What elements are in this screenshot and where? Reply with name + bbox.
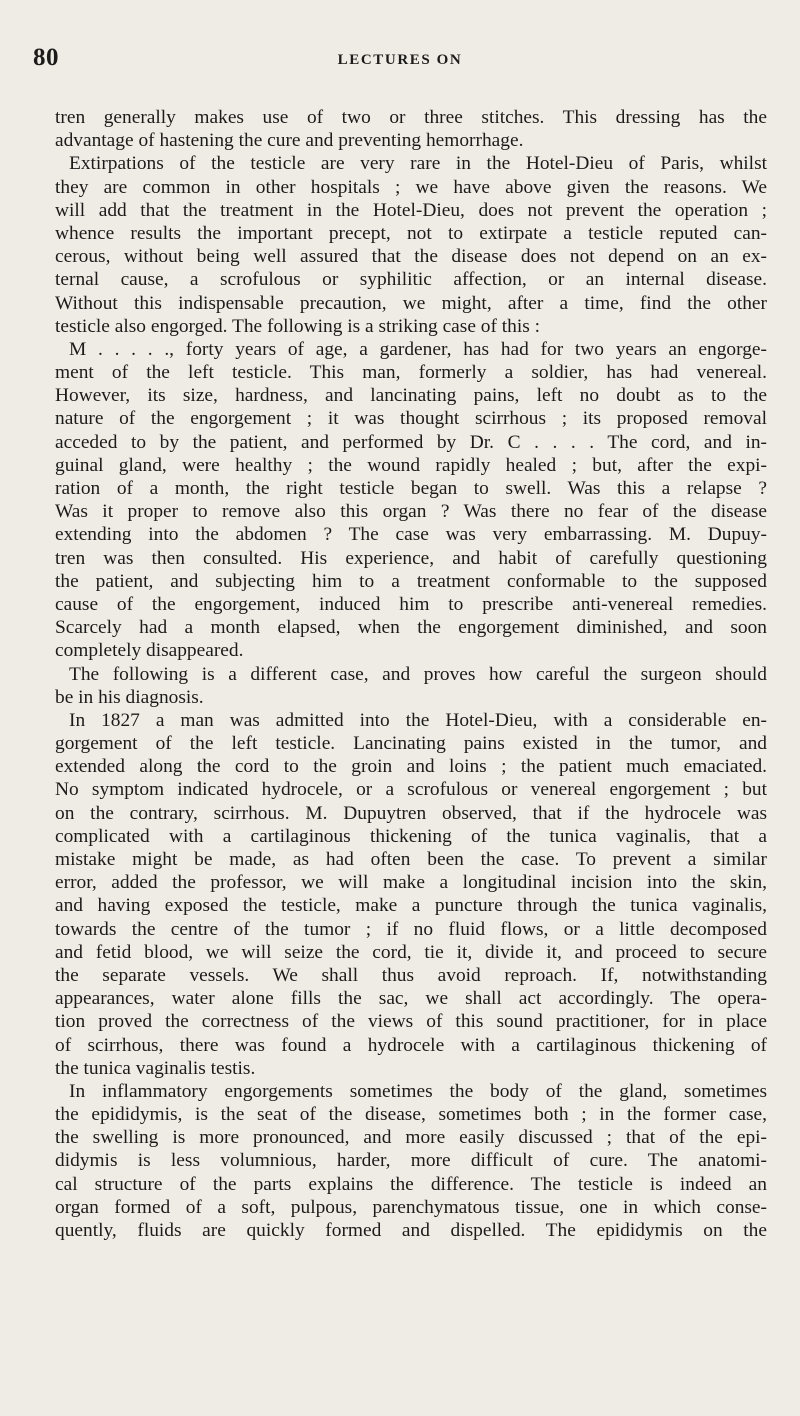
text-line: testicle also engorged. The following is a striking case of this : (55, 315, 541, 337)
text-line: error, added the professor, we will make a longitudinal incision into the skin, (55, 872, 767, 894)
text-line: appearances, water alone fills the sac, we shall act accordingly. The opera- (55, 988, 767, 1010)
text-line: the separate vessels. We shall thus avoid reproach. If, notwithstanding (55, 964, 767, 986)
text-line: ration of a month, the right testicle began to swell. Was this a relapse ? (55, 478, 767, 499)
text-line: cause of the engorgement, induced him to prescribe anti-venereal remedies. (55, 593, 767, 615)
text-line: Without this indispensable precaution, we might, after a time, find the other (55, 292, 767, 314)
running-head: LECTURES ON (337, 52, 463, 68)
text-line: tion proved the correctness of the views of this sound practitioner, for in place (55, 1011, 767, 1033)
text-line: whence results the important precept, not to extirpate a testicle reputed can- (55, 222, 767, 244)
text-line: and fetid blood, we will seize the cord, tie it, divide it, and proceed to secure (55, 941, 767, 963)
text-line: towards the centre of the tumor ; if no fluid flows, or a little decomposed (55, 918, 767, 940)
text-line: In 1827 a man was admitted into the Hotel-Dieu, with a considerable en- (69, 709, 767, 731)
text-line: In inflammatory engorgements sometimes the body of the gland, sometimes (69, 1080, 767, 1102)
text-line: the swelling is more pronounced, and more easily discussed ; that of the epi- (55, 1127, 767, 1149)
text-line: on the contrary, scirrhous. M. Dupuytren observed, that if the hydrocele was (55, 802, 767, 824)
text-line: extended along the cord to the groin and loins ; the patient much emaciated. (55, 756, 767, 778)
text-line: tren generally makes use of two or three stitches. This dressing has the (55, 107, 767, 128)
text-line: they are common in other hospitals ; we have above given the reasons. We (55, 176, 767, 198)
text-line: organ formed of a soft, pulpous, parenchymatous tissue, one in which conse- (55, 1196, 767, 1218)
text-line: complicated with a cartilaginous thickening of the tunica vaginalis, that a (55, 825, 767, 847)
text-line: Extirpations of the testicle are very rare in the Hotel-Dieu of Paris, whilst (69, 153, 767, 175)
text-line: However, its size, hardness, and lancinating pains, left no doubt as to the (55, 385, 767, 407)
text-line: and having exposed the testicle, make a puncture through the tunica vaginalis, (55, 895, 767, 917)
text-line: completely disappeared. (55, 640, 244, 662)
text-line: the patient, and subjecting him to a treatment conformable to the supposed (55, 570, 767, 592)
text-line: Was it proper to remove also this organ ? Was there no fear of the disease (55, 501, 767, 523)
text-line: advantage of hastening the cure and preventing hemorrhage. (55, 130, 524, 152)
text-line: guinal gland, were healthy ; the wound rapidly healed ; but, after the expi- (55, 454, 767, 476)
text-line: will add that the treatment in the Hotel-Dieu, does not prevent the operation ; (55, 199, 767, 221)
text-line: mistake might be made, as had often been the case. To prevent a similar (55, 849, 767, 870)
text-line: The following is a different case, and proves how careful the surgeon should (69, 663, 767, 685)
page-number: 80 (33, 44, 59, 71)
text-line: extending into the abdomen ? The case was very embarrassing. M. Dupuy- (55, 524, 767, 546)
text-line: No symptom indicated hydrocele, or a scrofulous or venereal engorgement ; but (55, 779, 767, 801)
text-line: quently, fluids are quickly formed and dispelled. The epididymis on the (55, 1220, 767, 1241)
text-line: the epididymis, is the seat of the disease, sometimes both ; in the former case, (55, 1104, 767, 1126)
text-line: gorgement of the left testicle. Lancinating pains existed in the tumor, and (55, 733, 767, 755)
text-line: the tunica vaginalis testis. (55, 1057, 256, 1079)
text-line: tren was then consulted. His experience, and habit of carefully questioning (55, 547, 767, 569)
text-line: be in his diagnosis. (55, 686, 204, 708)
text-line: nature of the engorgement ; it was thought scirrhous ; its proposed removal (55, 408, 767, 430)
text-line: ment of the left testicle. This man, formerly a soldier, has had venereal. (55, 362, 767, 384)
text-line: of scirrhous, there was found a hydrocele with a cartilaginous thickening of (55, 1034, 767, 1056)
text-line: Scarcely had a month elapsed, when the engorgement diminished, and soon (55, 617, 767, 639)
text-line: ternal cause, a scrofulous or syphilitic affection, or an internal disease. (55, 269, 767, 291)
text-line: acceded to by the patient, and performed by Dr. C . . . . The cord, and in- (55, 431, 767, 453)
text-line: didymis is less volumnious, harder, more difficult of cure. The anatomi- (55, 1150, 767, 1172)
text-line: M . . . . ., forty years of age, a gardener, has had for two years an engorge- (69, 338, 767, 360)
body-text (55, 106, 767, 1242)
text-line: cal structure of the parts explains the difference. The testicle is indeed an (55, 1173, 767, 1195)
text-line: cerous, without being well assured that the disease does not depend on an ex- (55, 246, 767, 268)
